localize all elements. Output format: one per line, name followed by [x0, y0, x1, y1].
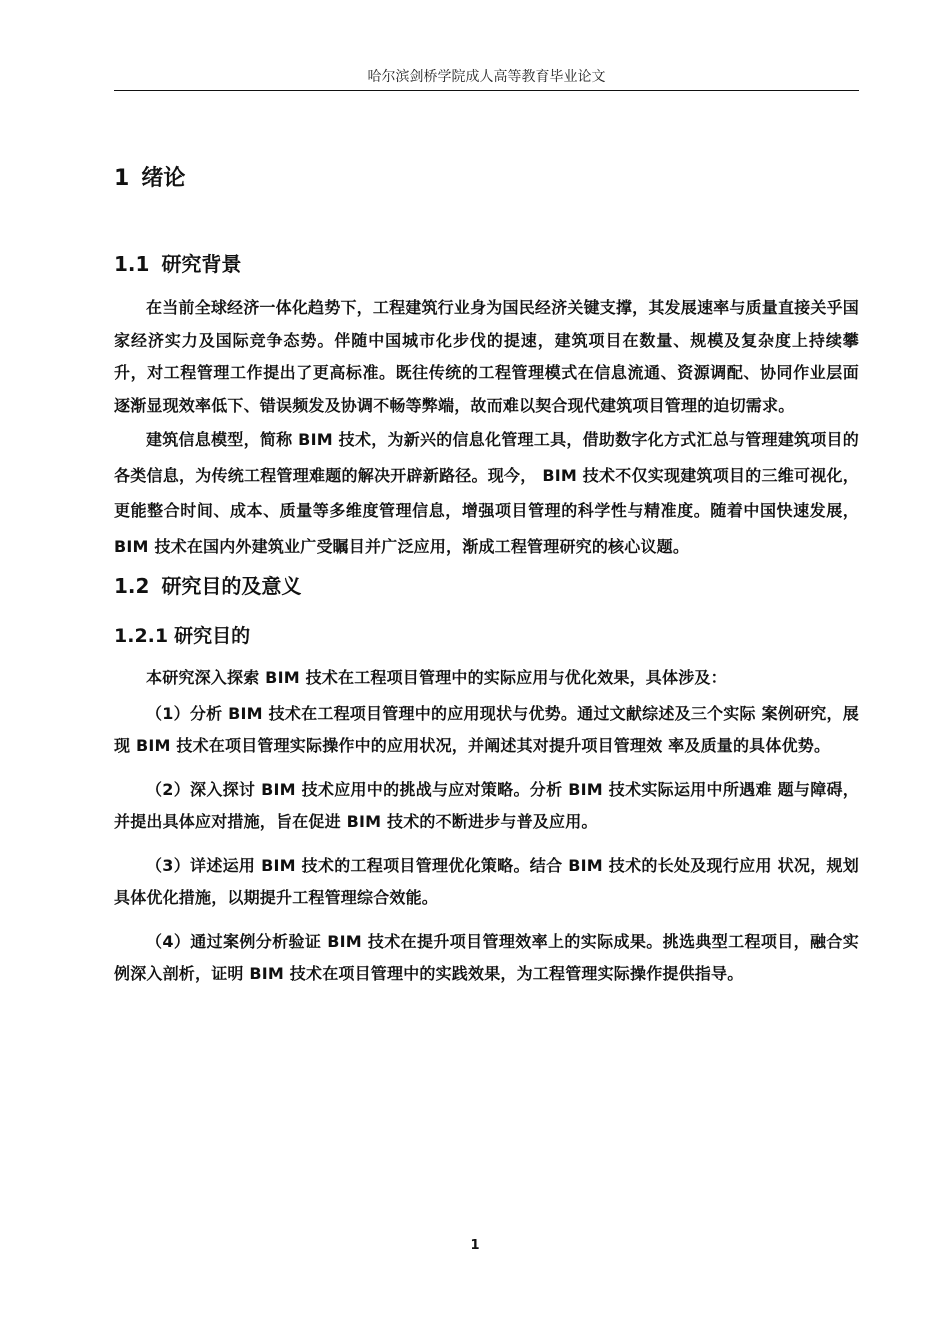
section-title: 研究背景	[161, 252, 242, 276]
running-header: 哈尔滨剑桥学院成人高等教育毕业论文	[367, 69, 606, 85]
subsection-title: 研究目的	[174, 625, 251, 647]
subsection-heading-1-2-1	[114, 620, 859, 652]
list-item: （4）通过案例分析验证 BIM 技术在提升项目管理效率上的实际成果。挑选典型工程项目，融合实例深入剖析，证明 BIM 技术在项目管理中的实践效果，为工程管理实际操作提供指导。	[114, 932, 859, 983]
chapter-heading	[114, 160, 859, 198]
list-item: （3）详述运用 BIM 技术的工程项目管理优化策略。结合 BIM 技术的长处及现行应用 状况，规划具体优化措施，以期提升工程管理综合效能。	[114, 856, 859, 907]
section-heading-1-2	[114, 570, 859, 602]
paragraph: 建筑信息模型，简称 BIM 技术，为新兴的信息化管理工具，借助数字化方式汇总与管理建筑项目的各类信息，为传统工程管理难题的解决开辟新路径。现今， BIM 技术不仅实现建筑项目的三维可视化，更能整合时间、成本、质量等多维度管理信息，增强项目管理的科学性与精准度。随着中国快速发展，BIM 技术在国内外建筑业广受瞩目并广泛应用，渐成工程管理研究的核心议题。	[114, 430, 859, 556]
section-heading-1-1	[114, 248, 859, 280]
subsection-number: 1.2.1	[114, 625, 169, 647]
page-number: 1	[470, 1238, 480, 1253]
section-number: 1.2	[114, 574, 150, 598]
chapter-title: 绪论	[141, 166, 186, 191]
page-body	[114, 160, 859, 990]
paragraph: 本研究深入探索 BIM 技术在工程项目管理中的实际应用与优化效果，具体涉及：	[146, 668, 727, 687]
list-item: （2）深入探讨 BIM 技术应用中的挑战与应对策略。分析 BIM 技术实际运用中所遇难 题与障碍，并提出具体应对措施，旨在促进 BIM 技术的不断进步与普及应用。	[114, 780, 859, 831]
chapter-number: 1	[114, 166, 130, 191]
header-rule	[114, 90, 859, 91]
section-number: 1.1	[114, 252, 150, 276]
list-item: （1）分析 BIM 技术在工程项目管理中的应用现状与优势。通过文献综述及三个实际 案例研究，展现 BIM 技术在项目管理实际操作中的应用状况，并阐述其对提升项目管理效 率及质量的具体优势。	[114, 704, 859, 755]
section-title: 研究目的及意义	[161, 574, 302, 598]
paragraph: 在当前全球经济一体化趋势下，工程建筑行业身为国民经济关键支撑，其发展速率与质量直接关乎国家经济实力及国际竞争态势。伴随中国城市化步伐的提速，建筑项目在数量、规模及复杂度上持续攀升，对工程管理工作提出了更高标准。既往传统的工程管理模式在信息流通、资源调配、协同作业层面逐渐显现效率低下、错误频发及协调不畅等弊端，故而难以契合现代建筑项目管理的迫切需求。	[114, 298, 859, 415]
